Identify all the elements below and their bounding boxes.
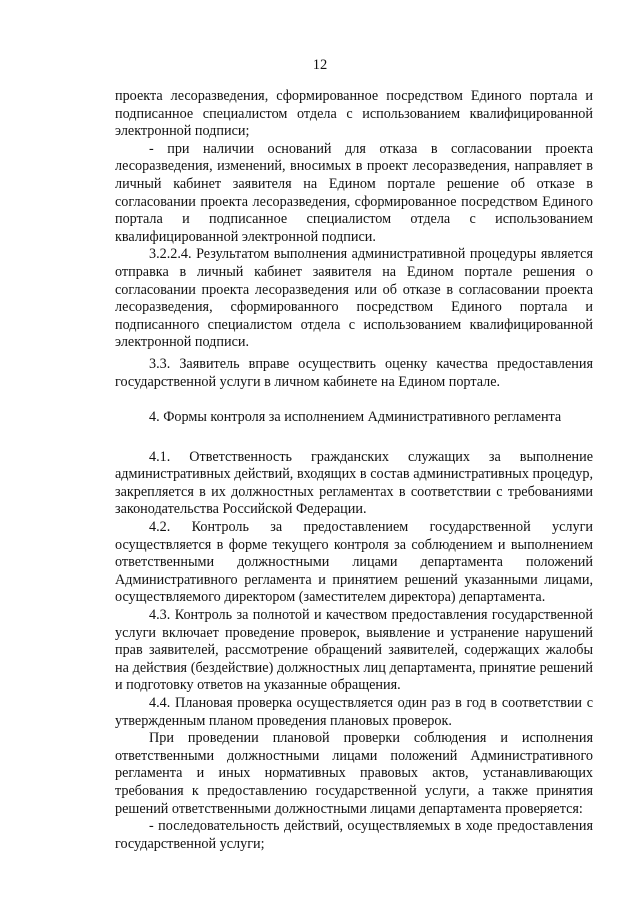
paragraph-4-2: 4.2. Контроль за предоставлением государственной услуги осуществляется в форме текущего контроля за соблюдением и выполнением ответственными должностными лицами департамента положений Административного регламента и принятием решений указанными лицами, осуществляемого директором (заместителем директора) департамента. [115, 519, 593, 606]
paragraph-planned-inspection: При проведении плановой проверки соблюдения и исполнения ответственными должностными лицами положений Административного регламента и иных нормативных правовых актов, устанавливающих требования к предоставлению государственной услуги, а также принятия решений ответственными должностными лицами департамента проверяется: [115, 730, 593, 817]
paragraph-4-4: 4.4. Плановая проверка осуществляется один раз в год в соответствии с утвержденным планом проведения плановых проверок. [115, 695, 593, 729]
page-number: 12 [312, 57, 328, 73]
paragraph-4-3: 4.3. Контроль за полнотой и качеством предоставления государственной услуги включает проведение проверок, выявление и устранение нарушений прав заявителей, рассмотрение обращений заявителей, содержащих жалобы на действия (бездействие) должностных лиц департамента, принятие решений и подготовку ответов на указанные обращения. [115, 607, 593, 694]
paragraph-continuation: проекта лесоразведения, сформированное посредством Единого портала и подписанное специалистом отдела с использованием квалифицированной электронной подписи; [115, 88, 593, 140]
paragraph-3-3: 3.3. Заявитель вправе осуществить оценку качества предоставления государственной услуги в личном кабинете на Едином портале. [115, 355, 593, 390]
paragraph-4-1: 4.1. Ответственность гражданских служащих за выполнение административных действий, входящих в состав административных процедур, закрепляется в их должностных регламентах в соответствии с требованиями законодательства Российской Федерации. [115, 448, 593, 518]
document-body [115, 88, 593, 853]
paragraph-sequence-item: - последовательность действий, осуществляемых в ходе предоставления государственной услуги; [115, 818, 593, 852]
section-heading-4: 4. Формы контроля за исполнением Административного регламента [149, 409, 562, 426]
paragraph-refusal-item: - при наличии оснований для отказа в согласовании проекта лесоразведения, изменений, вносимых в проект лесоразведения, направляет в личный кабинет заявителя на Едином портале решение об отказе в согласовании проекта лесоразведения, сформированное посредством Единого портала и подписанное специалистом отдела с использованием квалифицированной электронной подписи. [115, 140, 593, 245]
paragraph-3-2-2-4: 3.2.2.4. Результатом выполнения административной процедуры является отправка в личный кабинет заявителя на Едином портале решения о согласовании проекта лесоразведения или об отказе в согласовании проекта лесоразведения, сформированного посредством Единого портала и подписанного специалистом отдела с использованием квалифицированной электронной подписи. [115, 246, 593, 351]
